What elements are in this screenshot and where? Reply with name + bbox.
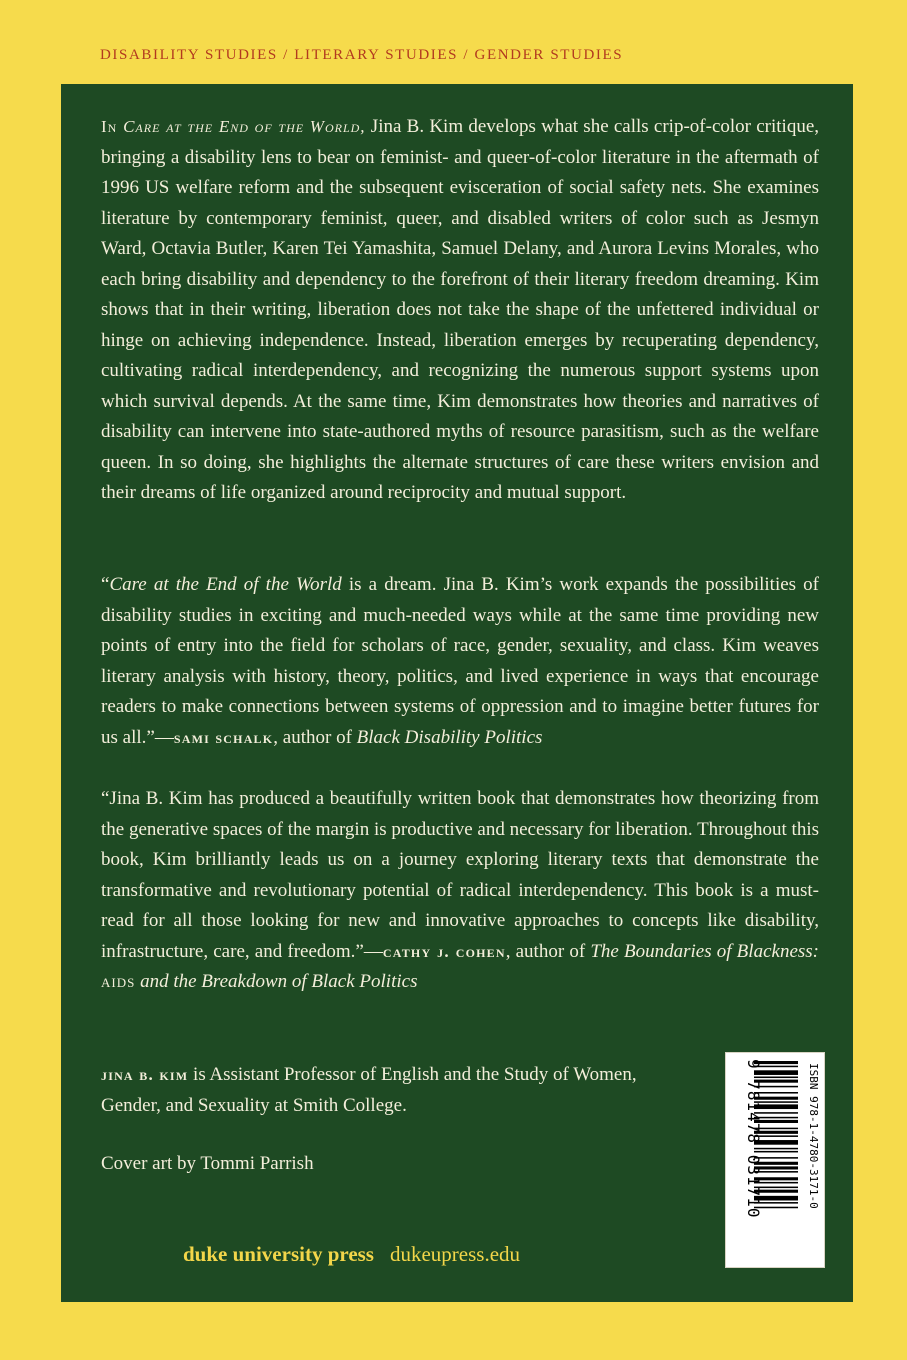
subject-categories: DISABILITY STUDIES / LITERARY STUDIES / GENDER STUDIES: [100, 47, 624, 63]
isbn-label: ISBN 978-1-4780-3171-0: [807, 1063, 820, 1209]
description-body: Jina B. Kim develops what she calls crip-of-color critique, bringing a disability lens to bear on feminist- and queer-of-color literature in the aftermath of 1996 US welfare reform and the subsequent evisceration of social safety nets. She examines literature by contemporary feminist, queer, and disabled writers of color such as Jesmyn Ward, Octavia Butler, Karen Tei Yamashita, Samuel Delany, and Aurora Levins Morales, who each bring disability and dependency to the forefront of their literary freedom dreaming. Kim shows that in their writing, liberation does not take the shape of the unfettered individual or hinge on achieving independence. Instead, liberation emerges by recuperating dependency, cultivating radical interdependency, and recognizing the numerous support systems upon which survival depends. At the same time, Kim demonstrates how theories and narratives of disability can intervene into state-authored myths of resource parasitism, such as the welfare queen. In so doing, she highlights the alternate structures of care these writers envision and their dreams of life organized around reciprocity and mutual support.: [101, 116, 820, 503]
barcode-graphic: [726, 1053, 824, 1267]
publisher-footer: [183, 1242, 520, 1267]
blurb2-body: “Jina B. Kim has produced a beautifully written book that demonstrates how theorizing from the generative spaces of the margin is productive and necessary for liberation. Throughout this book, Kim brilliantly leads us on a journey exploring literary texts that demonstrate the transformative and revolutionary potential of radical interdependency. This book is a must-read for all those looking for new and innovative approaches to concepts like disability, infrastructure, care, and freedom.”—: [101, 788, 819, 962]
barcode-digits: 9 781478 031710: [744, 1059, 763, 1219]
lead-prefix: In: [101, 117, 124, 136]
author-name: jina b. kim: [101, 1065, 189, 1084]
blurb2-author: cathy j. cohen: [382, 941, 506, 961]
blurb1-author: sami schalk: [173, 727, 274, 747]
blurb1-open-quote: “: [101, 574, 110, 595]
lead-in: [101, 117, 366, 136]
blurb2-book-aids: aids: [101, 971, 136, 992]
blurb1-body: is a dream. Jina B. Kim’s work expands the possibilities of disability studies in exciting and much-needed ways while at the same time providing new points of entry into the field for scholars of race, gender, sexuality, and class. Kim weaves literary analysis with history, theory, politics, and lived experience in ways that encourage readers to make connections between systems of oppression and to imagine better futures for us all.”—: [101, 574, 819, 748]
blurb1-author-book: Black Disability Politics: [356, 726, 543, 748]
blurb2-author-suffix: , author of: [505, 940, 591, 962]
blurb2-book-part1: The Boundaries of Blackness:: [590, 940, 819, 962]
author-bio-text: is Assistant Professor of English and the Study of Women, Gender, and Sexuality at Smith College.: [101, 1064, 637, 1116]
blurb2-book-part2: and the Breakdown of Black Politics: [135, 971, 418, 992]
publisher-url[interactable]: dukeupress.edu: [389, 1242, 521, 1266]
blurb1-title: Care at the End of the World: [109, 574, 342, 595]
blurb1-author-suffix: , author of: [273, 726, 357, 748]
blurb-schalk: [101, 570, 819, 753]
green-panel: [61, 84, 853, 1302]
publisher-name: duke university press: [183, 1242, 374, 1266]
cover-art-credit: Cover art by Tommi Parrish: [101, 1153, 314, 1174]
isbn-barcode: [725, 1052, 825, 1268]
lead-title: Care at the End of the World,: [123, 117, 366, 136]
description-paragraph: [101, 112, 819, 509]
author-bio: [101, 1060, 661, 1121]
blurb-cohen: [101, 784, 819, 998]
